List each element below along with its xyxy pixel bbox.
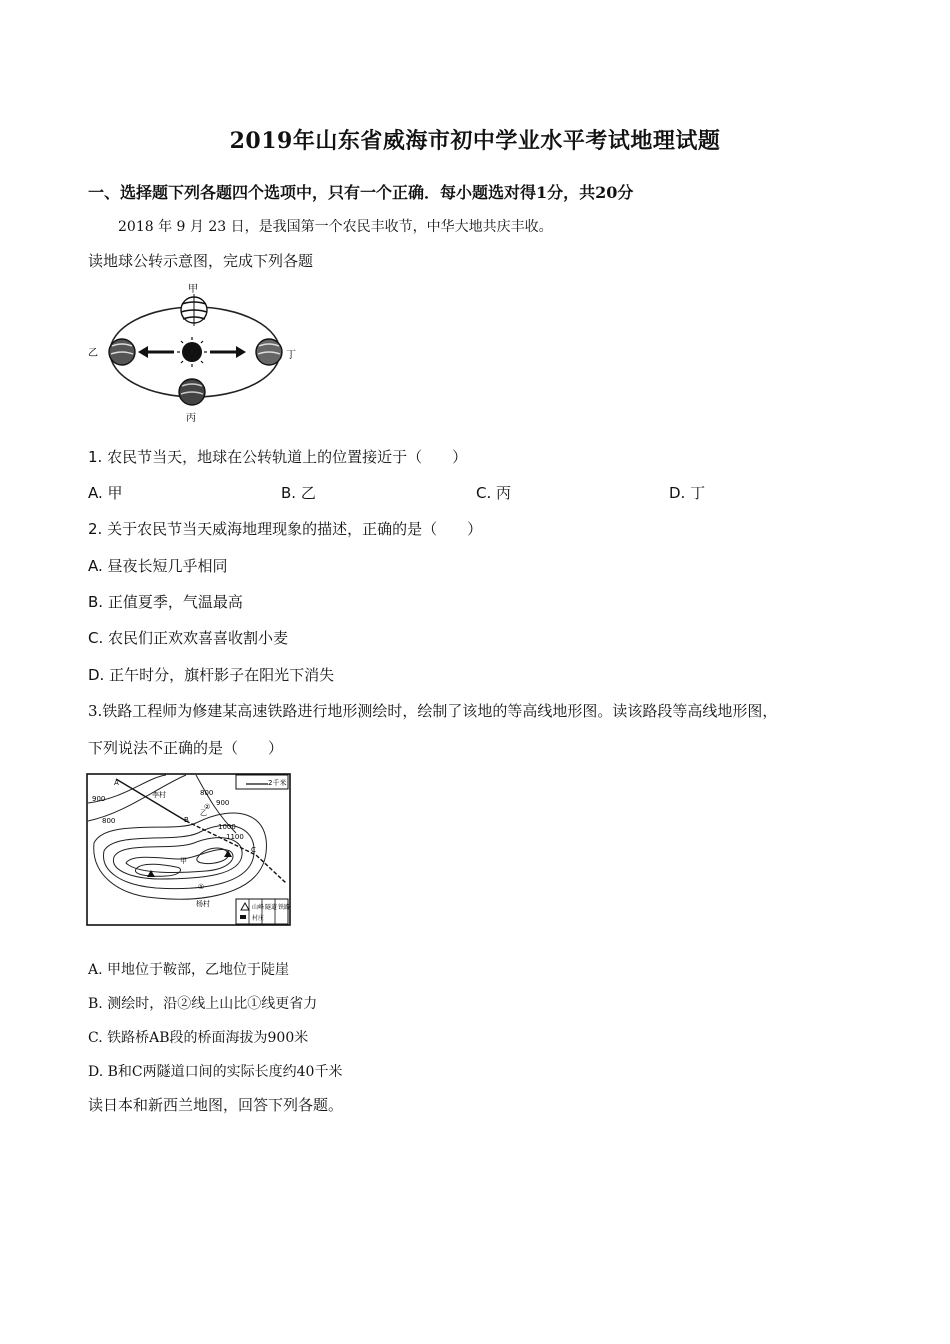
contour-map bbox=[86, 773, 292, 927]
legend-item: 铁路 bbox=[278, 904, 291, 911]
map-village-label: 杨村 bbox=[196, 900, 210, 908]
question-3-stem-line2: 下列说法不正确的是（ ） bbox=[88, 739, 284, 757]
orbit-label-right: 丁 bbox=[286, 350, 296, 361]
q2-option-d[interactable]: D. 正午时分，旗杆影子在阳光下消失 bbox=[88, 666, 335, 684]
map-point-label: C bbox=[251, 846, 256, 854]
question-2-stem: 2. 关于农民节当天威海地理现象的描述，正确的是（ ） bbox=[88, 520, 483, 538]
map-contour-label: 1000 bbox=[218, 823, 236, 831]
section-heading: 一、选择题下列各题四个选项中，只有一个正确．每小题选对得1分，共20分 bbox=[88, 183, 634, 202]
q2-option-c[interactable]: C. 农民们正欢欢喜喜收割小麦 bbox=[88, 629, 289, 647]
map-point-label: 乙 bbox=[200, 809, 207, 817]
legend-item: 村庄 bbox=[252, 915, 265, 922]
q2-option-a[interactable]: A. 昼夜长短几乎相同 bbox=[88, 557, 228, 575]
map-contour-label: 800 bbox=[102, 817, 116, 825]
map-point-label: ① bbox=[198, 883, 205, 891]
legend-item: 隧道 bbox=[265, 904, 278, 911]
q1-option-b[interactable]: B. 乙 bbox=[281, 484, 316, 502]
q1-option-a[interactable]: A. 甲 bbox=[88, 484, 123, 502]
earth-icon-top bbox=[181, 294, 207, 326]
orbit-label-top: 甲 bbox=[188, 284, 198, 295]
map-point-label: 甲 bbox=[180, 857, 187, 865]
map-contour-label: 800 bbox=[200, 789, 214, 797]
q1-option-c[interactable]: C. 丙 bbox=[476, 484, 512, 502]
earth-icon-left bbox=[109, 339, 135, 365]
intro-text: 2018 年 9 月 23 日，是我国第一个农民丰收节，中华大地共庆丰收。 bbox=[118, 219, 553, 235]
orbit-label-bottom: 丙 bbox=[186, 413, 196, 424]
read-prompt-map: 读日本和新西兰地图，回答下列各题。 bbox=[88, 1096, 344, 1114]
q3-option-c[interactable]: C. 铁路桥AB段的桥面海拔为900米 bbox=[88, 1030, 309, 1046]
earth-orbit-diagram bbox=[86, 282, 308, 424]
q3-option-b[interactable]: B. 测绘时，沿②线上山比①线更省力 bbox=[88, 996, 318, 1012]
earth-icon-right bbox=[256, 339, 282, 365]
earth-icon-bottom bbox=[179, 379, 205, 405]
orbit-label-left: 乙 bbox=[88, 348, 98, 359]
map-scale-label: 2千米 bbox=[268, 779, 287, 787]
q3-option-d[interactable]: D. B和C两隧道口间的实际长度约40千米 bbox=[88, 1064, 343, 1080]
q3-option-a[interactable]: A. 甲地位于鞍部，乙地位于陡崖 bbox=[88, 962, 290, 978]
question-3-stem-line1: 3.铁路工程师为修建某高速铁路进行地形测绘时，绘制了该地的等高线地形图。读该路段等高线地形图， bbox=[88, 702, 778, 720]
map-point-label: B bbox=[184, 816, 189, 824]
page-title: 2019年山东省威海市初中学业水平考试地理试题 bbox=[229, 128, 721, 154]
map-contour-label: 1100 bbox=[226, 833, 244, 841]
map-point-label: A bbox=[114, 779, 119, 787]
map-contour-label: 900 bbox=[216, 799, 230, 807]
map-village-label: 李村 bbox=[152, 791, 166, 799]
map-contour-label: 900 bbox=[92, 795, 106, 803]
read-prompt-orbit: 读地球公转示意图，完成下列各题 bbox=[88, 252, 314, 270]
question-1-stem: 1. 农民节当天，地球在公转轨道上的位置接近于（ ） bbox=[88, 448, 468, 466]
legend-item: 山峰 bbox=[252, 904, 265, 911]
q1-option-d[interactable]: D. 丁 bbox=[669, 484, 706, 502]
q2-option-b[interactable]: B. 正值夏季，气温最高 bbox=[88, 593, 243, 611]
map-point-label: ② bbox=[204, 803, 211, 811]
sun-icon bbox=[177, 337, 207, 367]
